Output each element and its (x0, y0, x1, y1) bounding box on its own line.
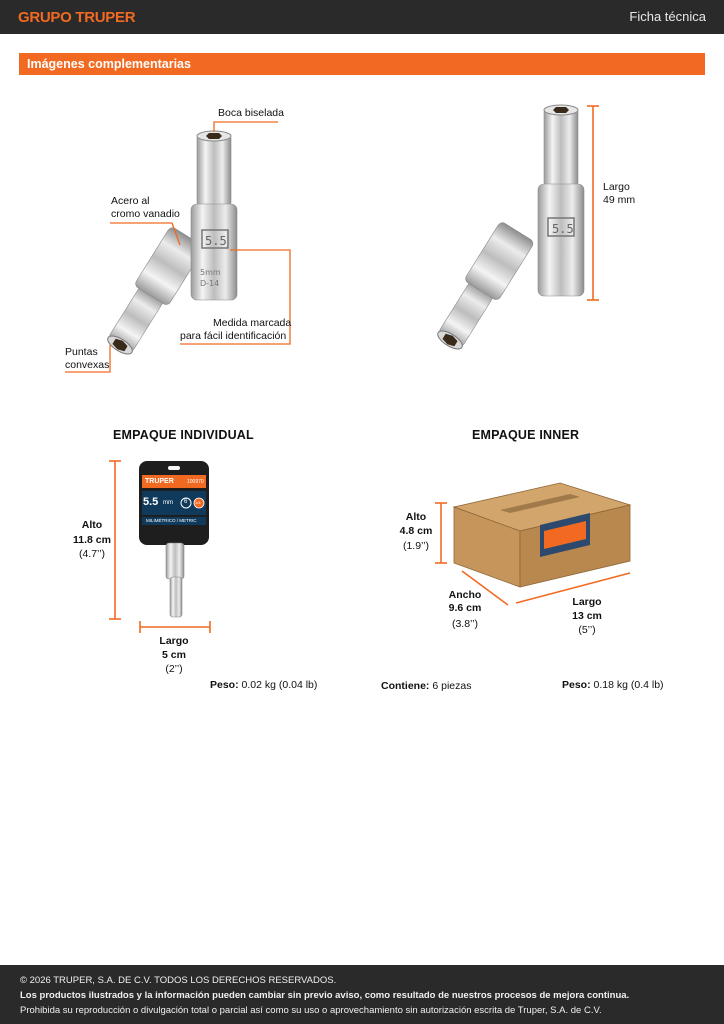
inner-width-label: Ancho (448, 589, 482, 601)
inner-contents (381, 680, 471, 693)
callout-puntas-line2: convexas (65, 359, 110, 371)
callout-medida-line1: Medida marcada (213, 317, 292, 329)
inner-height-cm: 4.8 cm (399, 525, 433, 537)
callout-line-boca (214, 122, 278, 132)
inner-contents-label: Contiene: (381, 680, 430, 692)
individual-weight (210, 679, 317, 692)
document-type-label: Ficha técnica (629, 9, 706, 24)
inner-width-in: (3.8’’) (451, 618, 479, 630)
callout-medida-line2: para fácil identificación (180, 330, 287, 342)
card-size: 5.5 (143, 496, 159, 508)
inner-width-cm: 9.6 cm (448, 602, 482, 614)
inner-length-in: (5’’) (578, 624, 596, 636)
inner-weight-value: 0.18 kg (0.4 lb) (593, 679, 664, 691)
footer-notice: Los productos ilustrados y la información pueden cambiar sin previo aviso, como resultado de nuestros procesos de mejora continua. (20, 990, 630, 1001)
length-label: Largo (603, 181, 630, 193)
inner-pack-title: EMPAQUE INNER (472, 428, 580, 442)
individual-length-in: (2’’) (165, 663, 183, 675)
footer-copyright: © 2026 TRUPER, S.A. DE C.V. TODOS LOS DERECHOS RESERVADOS. (20, 975, 337, 986)
individual-height-cm: 11.8 cm (73, 534, 111, 546)
inner-height-label: Alto (405, 511, 427, 523)
card-system: MILIMÉTRICO / METRIC (146, 518, 197, 523)
engraving-code: D-14 (200, 279, 220, 288)
socket-image-length (420, 100, 620, 360)
callout-puntas-line1: Puntas (65, 346, 98, 358)
card-brand: TRUPER (145, 478, 174, 485)
lying-socket-right (430, 221, 535, 356)
individual-height-label: Alto (81, 519, 103, 531)
card-unit: mm (163, 500, 173, 506)
individual-pack-title: EMPAQUE INDIVIDUAL (113, 428, 254, 442)
section-title-bar (19, 53, 705, 75)
engraving-size-right: 5.5 (552, 222, 574, 236)
callout-acero-line1: Acero al (111, 195, 150, 207)
inner-weight (562, 679, 664, 692)
engraving-metric: 5mm (200, 268, 221, 277)
length-value: 49 mm (603, 194, 636, 206)
inner-length-label: Largo (572, 596, 602, 608)
top-header-bar (0, 0, 724, 34)
section-title: Imágenes complementarias (27, 57, 191, 71)
inner-length-cm: 13 cm (572, 610, 602, 622)
individual-height-in: (4.7’’) (78, 548, 106, 560)
engraving-size: 5.5 (205, 234, 227, 248)
individual-length-cm: 5 cm (162, 649, 186, 661)
brand-logo: GRUPO TRUPER (18, 9, 136, 26)
callout-boca: Boca biselada (218, 107, 284, 119)
card-drive: 1/4 (195, 500, 201, 505)
footer-prohibition: Prohibida su reproducción o divulgación total o parcial así como su uso o aprovechamiento sin autorización escrita de Truper, S.A. de C.V. (20, 1005, 602, 1016)
inner-weight-label: Peso: (562, 679, 591, 691)
inner-contents-value: 6 piezas (432, 680, 472, 692)
individual-weight-value: 0.02 kg (0.04 lb) (241, 679, 318, 691)
individual-length-label: Largo (159, 635, 189, 647)
card-points: 6 (184, 499, 188, 505)
upright-socket-right (538, 105, 584, 296)
footer (0, 965, 724, 1024)
card-code: 100970 (187, 479, 204, 485)
individual-weight-label: Peso: (210, 679, 239, 691)
callout-acero-line2: cromo vanadio (111, 208, 180, 220)
inner-height-in: (1.9’’) (402, 540, 430, 552)
